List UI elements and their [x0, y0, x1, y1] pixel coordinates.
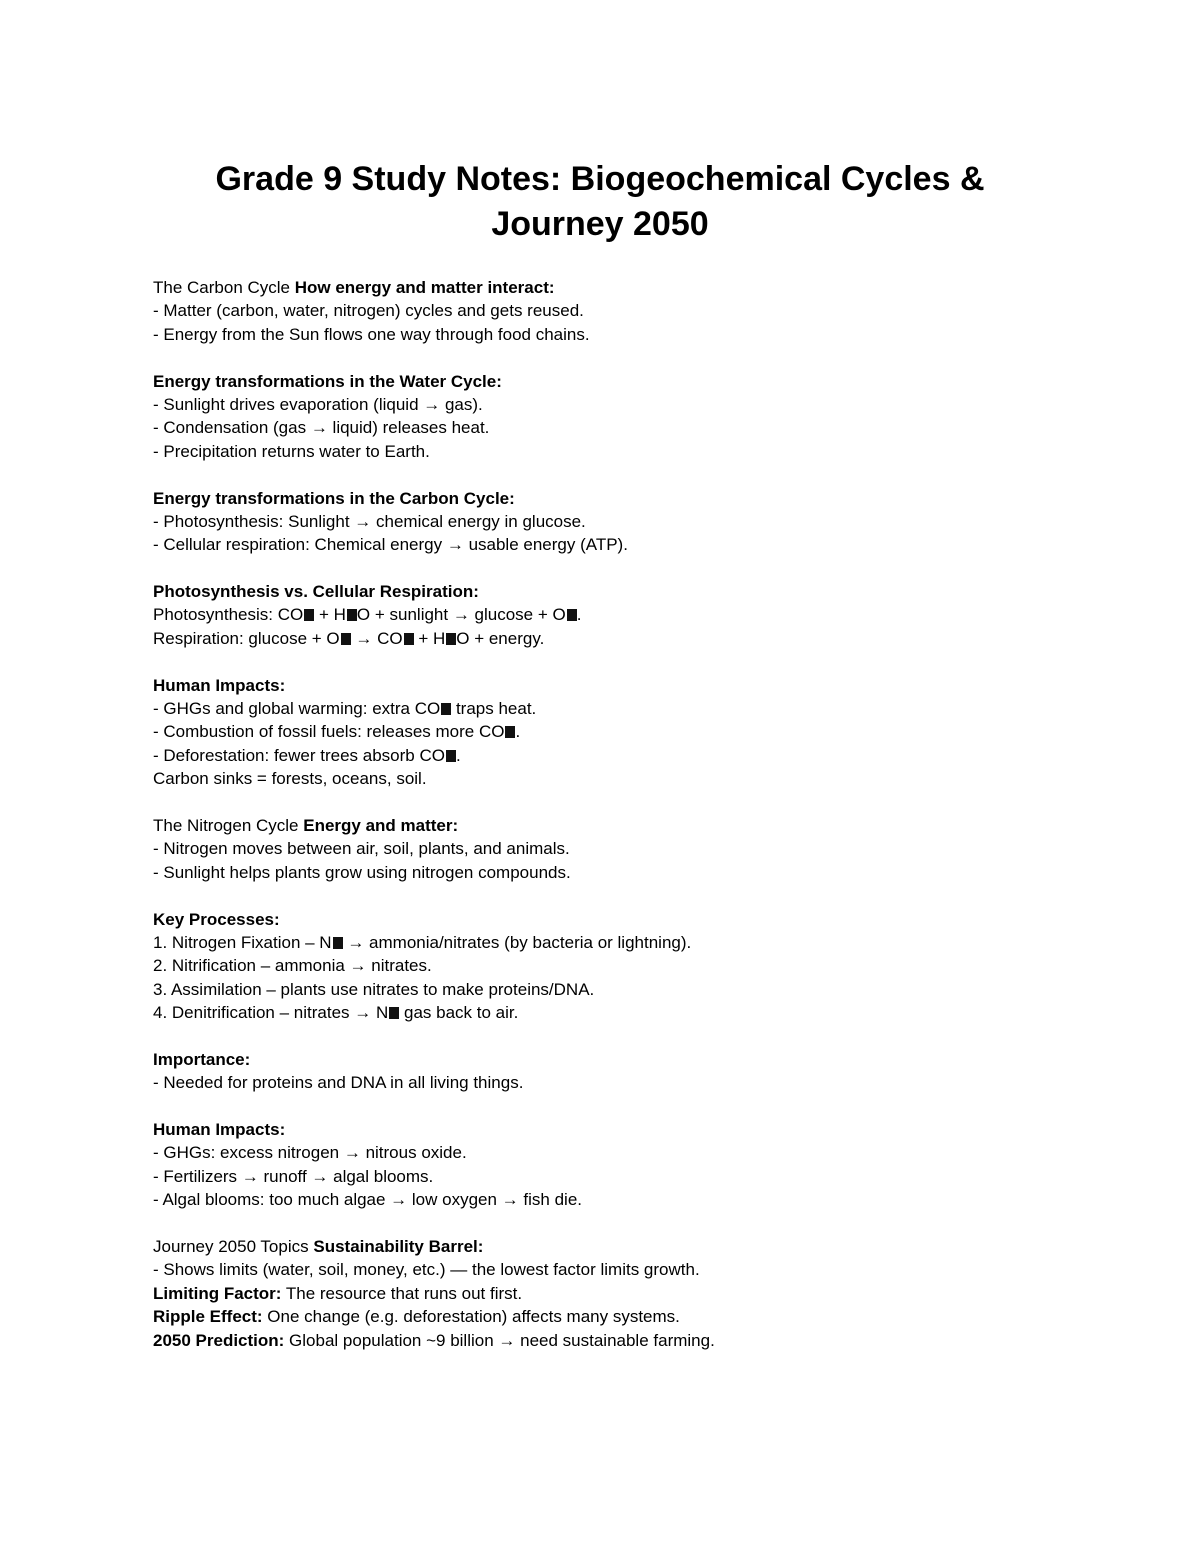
nitrogen-section-label: The Nitrogen Cycle [153, 815, 304, 835]
key-process-1: 1. Nitrogen Fixation – N → ammonia/nitrates (by bacteria or lightning). [153, 932, 692, 952]
importance-heading: Importance: [153, 1049, 251, 1069]
water-line-3: - Precipitation returns water to Earth. [153, 441, 430, 461]
nitrogen-line-1: - Nitrogen moves between air, soil, plants, and animals. [153, 839, 570, 859]
page-title [150, 157, 1050, 247]
limiting-factor: Limiting Factor: The resource that runs out first. [153, 1283, 523, 1303]
missing-glyph-box [333, 937, 343, 949]
spacer [153, 791, 1053, 814]
spacer [153, 463, 1053, 486]
nitrogen-impact-3: - Algal blooms: too much algae → low oxygen → fish die. [153, 1190, 582, 1210]
carbon-transform-line-2: - Cellular respiration: Chemical energy → usable energy (ATP). [153, 535, 628, 555]
nitrogen-intro [153, 814, 1053, 837]
carbon-section-label: The Carbon Cycle [153, 278, 295, 297]
ripple-effect: Ripple Effect: One change (e.g. deforestation) affects many systems. [153, 1307, 680, 1327]
nitrogen-impacts-heading: Human Impacts: [153, 1120, 286, 1140]
missing-glyph-box [304, 609, 314, 621]
spacer [153, 1095, 1053, 1118]
missing-glyph-box [441, 703, 451, 715]
spacer [153, 1212, 1053, 1235]
spacer [153, 884, 1053, 907]
journey-intro-heading: Sustainability Barrel: [313, 1237, 484, 1257]
key-processes-heading: Key Processes: [153, 909, 280, 929]
carbon-impact-1: - GHGs and global warming: extra CO traps heat. [153, 699, 537, 719]
missing-glyph-box [404, 633, 414, 645]
spacer [153, 1025, 1053, 1048]
photosynthesis-equation: Photosynthesis: CO + H O + sunlight → glucose + O . [153, 605, 582, 625]
water-line-2: - Condensation (gas → liquid) releases heat. [153, 418, 490, 438]
carbon-impact-3: - Deforestation: fewer trees absorb CO . [153, 745, 461, 765]
nitrogen-impact-2: - Fertilizers → runoff → algal blooms. [153, 1166, 434, 1186]
missing-glyph-box [446, 633, 456, 645]
carbon-impact-2: - Combustion of fossil fuels: releases more CO . [153, 722, 521, 742]
spacer [153, 346, 1053, 369]
water-line-1: - Sunlight drives evaporation (liquid → gas). [153, 394, 483, 414]
nitrogen-intro-heading: Energy and matter: [303, 815, 459, 835]
carbon-transform-heading: Energy transformations in the Carbon Cycle: [153, 488, 515, 508]
missing-glyph-box [341, 633, 351, 645]
carbon-intro-heading: How energy and matter interact: [294, 278, 555, 297]
carbon-impacts-heading: Human Impacts: [153, 675, 286, 695]
nitrogen-impact-1: - GHGs: excess nitrogen → nitrous oxide. [153, 1143, 467, 1163]
water-cycle-heading: Energy transformations in the Water Cycle: [153, 371, 502, 391]
missing-glyph-box [389, 1007, 399, 1019]
carbon-sinks: Carbon sinks = forests, oceans, soil. [153, 769, 427, 789]
missing-glyph-box [567, 609, 577, 621]
title-line-1: Grade 9 Study Notes: Biogeochemical Cycles & [215, 160, 985, 198]
title-line-2: Journey 2050 [491, 205, 709, 243]
key-process-4: 4. Denitrification – nitrates → N gas back to air. [153, 1003, 519, 1023]
prediction-2050: 2050 Prediction: Global population ~9 billion → need sustainable farming. [153, 1330, 715, 1350]
carbon-line-2: - Energy from the Sun flows one way through food chains. [153, 324, 590, 344]
notes-body [153, 276, 1053, 1352]
journey-intro [153, 1235, 1053, 1258]
nitrogen-line-2: - Sunlight helps plants grow using nitrogen compounds. [153, 862, 571, 882]
journey-section-label: Journey 2050 Topics [153, 1237, 314, 1257]
psr-heading: Photosynthesis vs. Cellular Respiration: [153, 582, 479, 602]
importance-line-1: - Needed for proteins and DNA in all living things. [153, 1073, 524, 1093]
missing-glyph-box [347, 609, 357, 621]
carbon-line-1: - Matter (carbon, water, nitrogen) cycles and gets reused. [153, 301, 584, 321]
key-process-2: 2. Nitrification – ammonia → nitrates. [153, 956, 432, 976]
respiration-equation: Respiration: glucose + O → CO + H O + energy. [153, 628, 545, 648]
carbon-transform-line-1: - Photosynthesis: Sunlight → chemical energy in glucose. [153, 511, 586, 531]
spacer [153, 557, 1053, 580]
key-process-3: 3. Assimilation – plants use nitrates to make proteins/DNA. [153, 979, 595, 999]
journey-line-1: - Shows limits (water, soil, money, etc.) — the lowest factor limits growth. [153, 1260, 700, 1280]
missing-glyph-box [446, 750, 456, 762]
missing-glyph-box [505, 726, 515, 738]
spacer [153, 650, 1053, 673]
carbon-intro [153, 276, 1053, 299]
